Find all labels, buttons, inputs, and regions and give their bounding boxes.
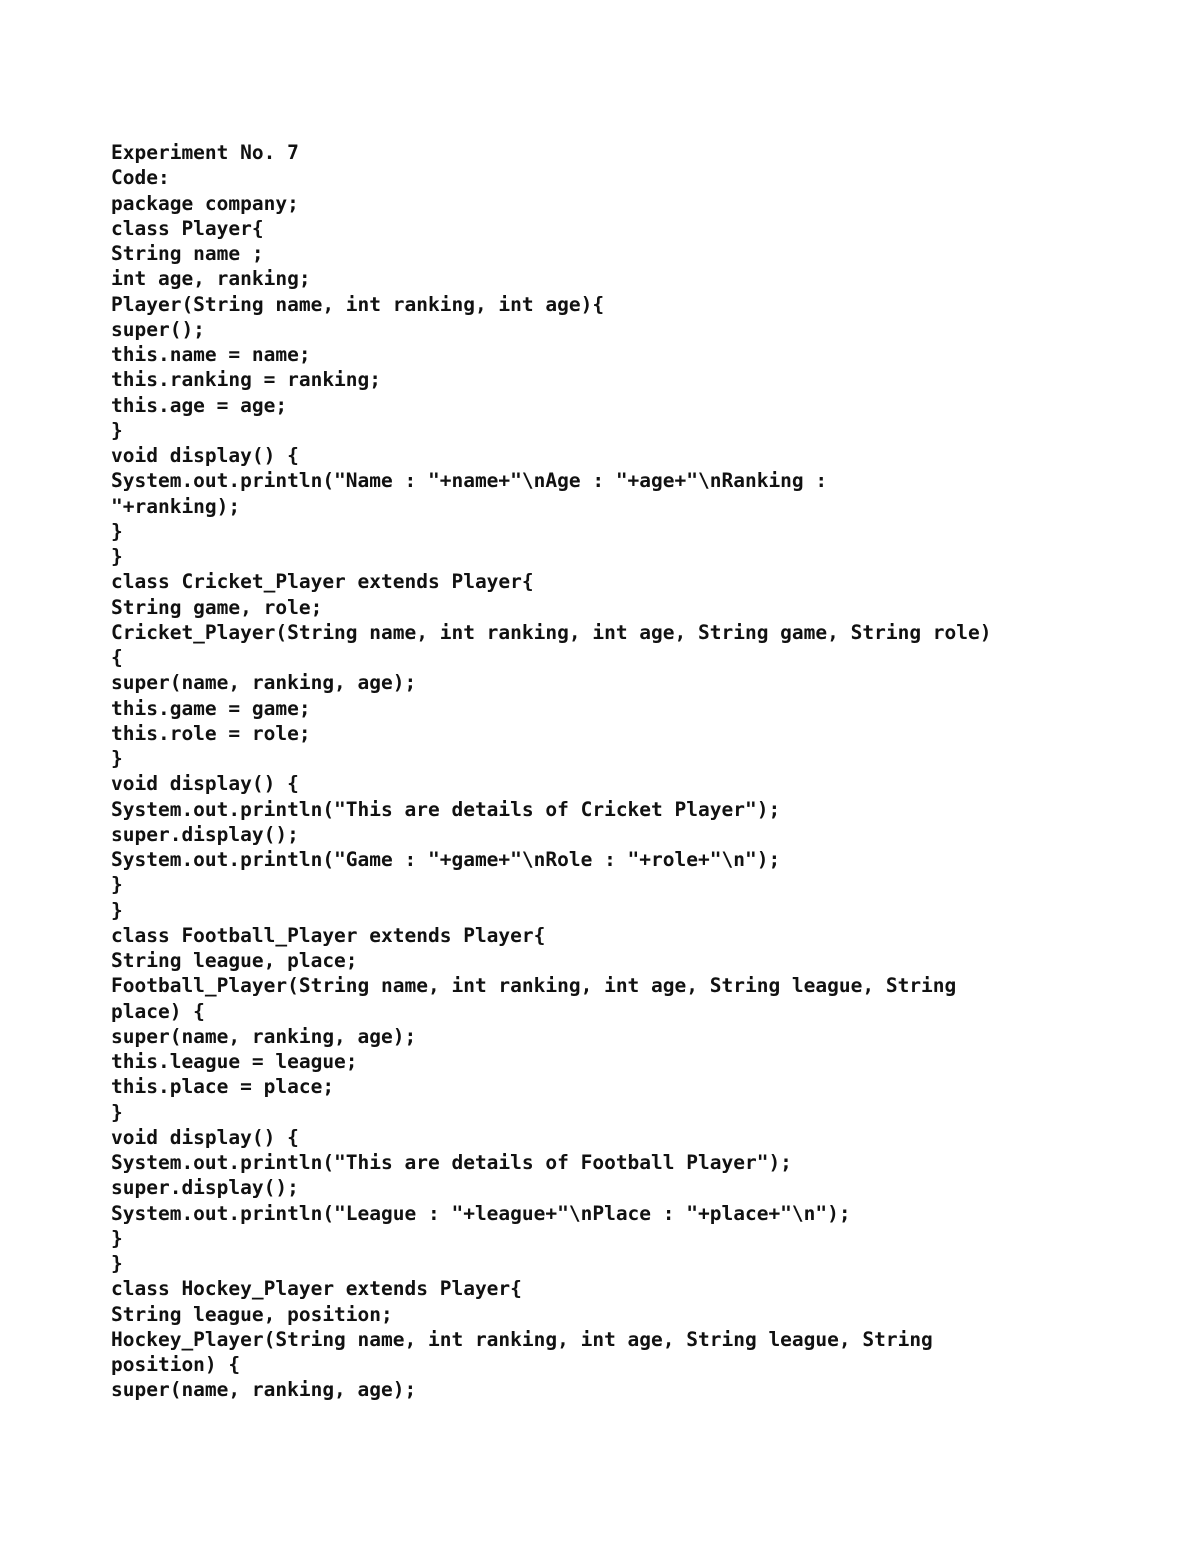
code-line: void display() { <box>111 1125 299 1149</box>
code-line: String league, position; <box>111 1302 393 1326</box>
code-listing <box>111 140 1111 1403</box>
code-line: Cricket_Player(String name, int ranking, int age, String game, String role) <box>111 620 992 644</box>
code-line: Player(String name, int ranking, int age){ <box>111 292 605 316</box>
code-line: this.league = league; <box>111 1050 358 1073</box>
code-line: Hockey_Player(String name, int ranking, int age, String league, String <box>111 1327 933 1351</box>
code-line: position) { <box>111 1353 241 1376</box>
code-line: System.out.println("This are details of Cricket Player"); <box>111 797 781 821</box>
code-line: this.name = name; <box>111 343 311 366</box>
code-line: System.out.println("League : "+league+"\nPlace : "+place+"\n"); <box>111 1201 851 1225</box>
code-line: this.age = age; <box>111 393 288 417</box>
code-line: class Football_Player extends Player{ <box>111 923 546 947</box>
code-line: super.display(); <box>111 822 299 846</box>
code-line: this.game = game; <box>111 696 311 720</box>
code-line: super.display(); <box>111 1176 299 1200</box>
code-line: { <box>111 646 123 669</box>
document-title: Experiment No. 7 <box>111 141 299 164</box>
code-line: "+ranking); <box>111 494 241 518</box>
code-line: System.out.println("This are details of Football Player"); <box>111 1151 792 1174</box>
code-line: super(name, ranking, age); <box>111 671 417 695</box>
code-line: package company; <box>111 191 299 215</box>
code-line: super(name, ranking, age); <box>111 1378 417 1402</box>
code-line: place) { <box>111 999 205 1023</box>
code-line: String game, role; <box>111 595 323 619</box>
code-line: Football_Player(String name, int ranking, int age, String league, String <box>111 974 957 998</box>
code-line: super(); <box>111 317 205 341</box>
code-line: this.ranking = ranking; <box>111 368 382 392</box>
code-line: } <box>111 418 123 442</box>
code-line: void display() { <box>111 444 299 467</box>
code-line: } <box>111 873 123 897</box>
code-line: } <box>111 1252 123 1275</box>
code-line: } <box>111 1226 123 1250</box>
code-line: class Cricket_Player extends Player{ <box>111 570 534 594</box>
code-line: System.out.println("Name : "+name+"\nAge : "+age+"\nRanking : <box>111 469 828 493</box>
code-line: this.role = role; <box>111 721 311 745</box>
code-line: } <box>111 1100 123 1124</box>
code-line: void display() { <box>111 772 299 796</box>
code-line: class Player{ <box>111 216 264 240</box>
code-line: int age, ranking; <box>111 267 311 291</box>
code-line: } <box>111 898 123 922</box>
code-line: } <box>111 747 123 770</box>
code-line: System.out.println("Game : "+game+"\nRole : "+role+"\n"); <box>111 848 781 871</box>
code-line: } <box>111 519 123 543</box>
code-line: String name ; <box>111 242 264 265</box>
code-line: this.place = place; <box>111 1075 335 1099</box>
code-label: Code: <box>111 166 170 190</box>
code-line: } <box>111 545 123 568</box>
code-line: class Hockey_Player extends Player{ <box>111 1277 522 1301</box>
code-line: super(name, ranking, age); <box>111 1024 417 1048</box>
code-line: String league, place; <box>111 949 358 972</box>
